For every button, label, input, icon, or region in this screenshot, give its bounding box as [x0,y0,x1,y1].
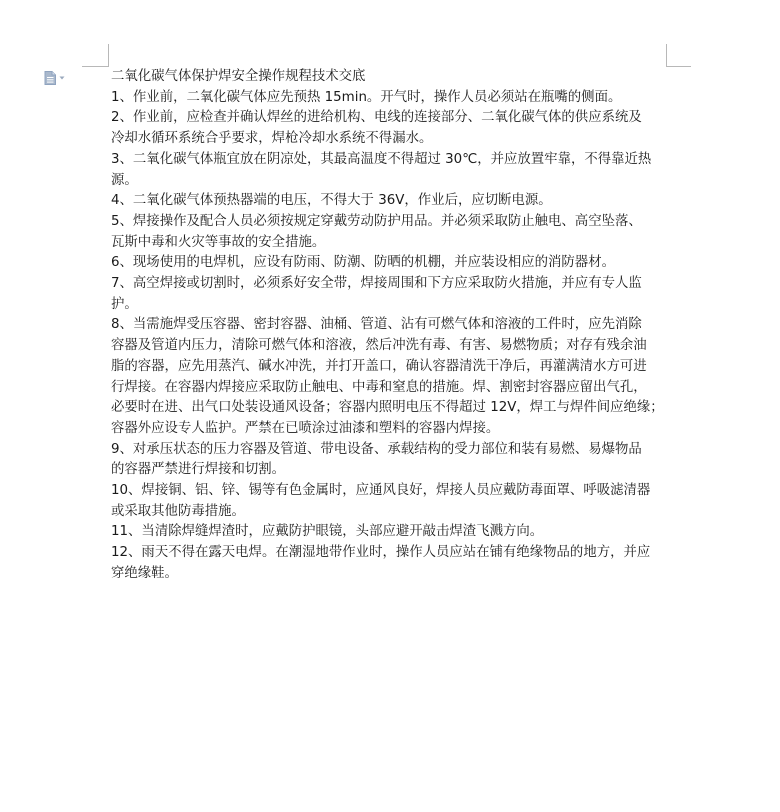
paragraph-line-continued: 或采取其他防毒措施。 [111,503,245,519]
caret-down-icon[interactable] [59,75,65,81]
paragraph-line: 5、焊接操作及配合人员必须按规定穿戴劳动防护用品。并必须采取防止触电、高空坠落、 [111,213,642,229]
paragraph-line-continued: 源。 [111,172,138,188]
paragraph-line-continued: 容器及管道内压力，清除可燃气体和溶液，然后冲洗有毒、有害、易燃物质；对存有残余油 [111,338,647,354]
document-outline-button[interactable] [44,70,74,86]
paragraph-line-continued: 瓦斯中毒和火灾等事故的安全措施。 [111,234,326,250]
paragraph-line-continued: 必要时在进、出气口处装设通风设备；容器内照明电压不得超过 12V，焊工与焊件间应绝缘； [111,400,664,416]
paragraph-line-continued: 容器外应设专人监护。严禁在已喷涂过油漆和塑料的容器内焊接。 [111,420,500,436]
paragraph-line: 1、作业前，二氧化碳气体应先预热 15min。开气时，操作人员必须站在瓶嘴的侧面。 [111,89,622,105]
paragraph-line: 7、高空焊接或切割时，必须系好安全带，焊接周围和下方应采取防火措施，并应有专人监 [111,276,642,292]
paragraph-line: 8、当需施焊受压容器、密封容器、油桶、管道、沾有可燃气体和溶液的工件时，应先消除 [111,317,642,333]
document-body [111,67,671,585]
document-title: 二氧化碳气体保护焊安全操作规程技术交底 [111,69,366,84]
paragraph-line-continued: 行焊接。在容器内焊接应采取防止触电、中毒和窒息的措施。焊、割密封容器应留出气孔， [111,379,647,395]
paragraph-line-continued: 脂的容器，应先用蒸汽、碱水冲洗，并打开盖口，确认容器清洗干净后，再灌满清水方可进 [111,358,647,374]
paragraph-line: 9、对承压状态的压力容器及管道、带电设备、承载结构的受力部位和装有易燃、易爆物品 [111,441,642,457]
paragraph-line: 10、焊接铜、铝、锌、锡等有色金属时，应通风良好，焊接人员应戴防毒面罩、呼吸滤清器 [111,483,651,499]
paragraph-line-continued: 护。 [111,296,138,312]
paragraph-line: 12、雨天不得在露天电焊。在潮湿地带作业时，操作人员应站在铺有绝缘物品的地方，并应 [111,545,651,561]
paragraph-line: 2、作业前，应检查并确认焊丝的进给机构、电线的连接部分、二氧化碳气体的供应系统及 [111,110,642,126]
paragraph-line-continued: 冷却水循环系统合乎要求，焊枪冷却水系统不得漏水。 [111,131,433,147]
paragraph-line-continued: 穿绝缘鞋。 [111,565,178,581]
paragraph-line: 4、二氧化碳气体预热器端的电压，不得大于 36V，作业后，应切断电源。 [111,193,552,209]
document-icon[interactable] [44,71,56,85]
crop-mark-top-right [666,44,691,67]
paragraph-line: 11、当清除焊缝焊渣时，应戴防护眼镜，头部应避开敲击焊渣飞溅方向。 [111,524,544,540]
paragraph-line: 3、二氧化碳气体瓶宜放在阴凉处，其最高温度不得超过 30℃，并应放置牢靠，不得靠近热 [111,151,652,167]
crop-mark-top-left [82,44,109,67]
paragraph-line-continued: 的容器严禁进行焊接和切割。 [111,462,286,478]
paragraph-line: 6、现场使用的电焊机，应设有防雨、防潮、防晒的机棚，并应装设相应的消防器材。 [111,255,615,271]
